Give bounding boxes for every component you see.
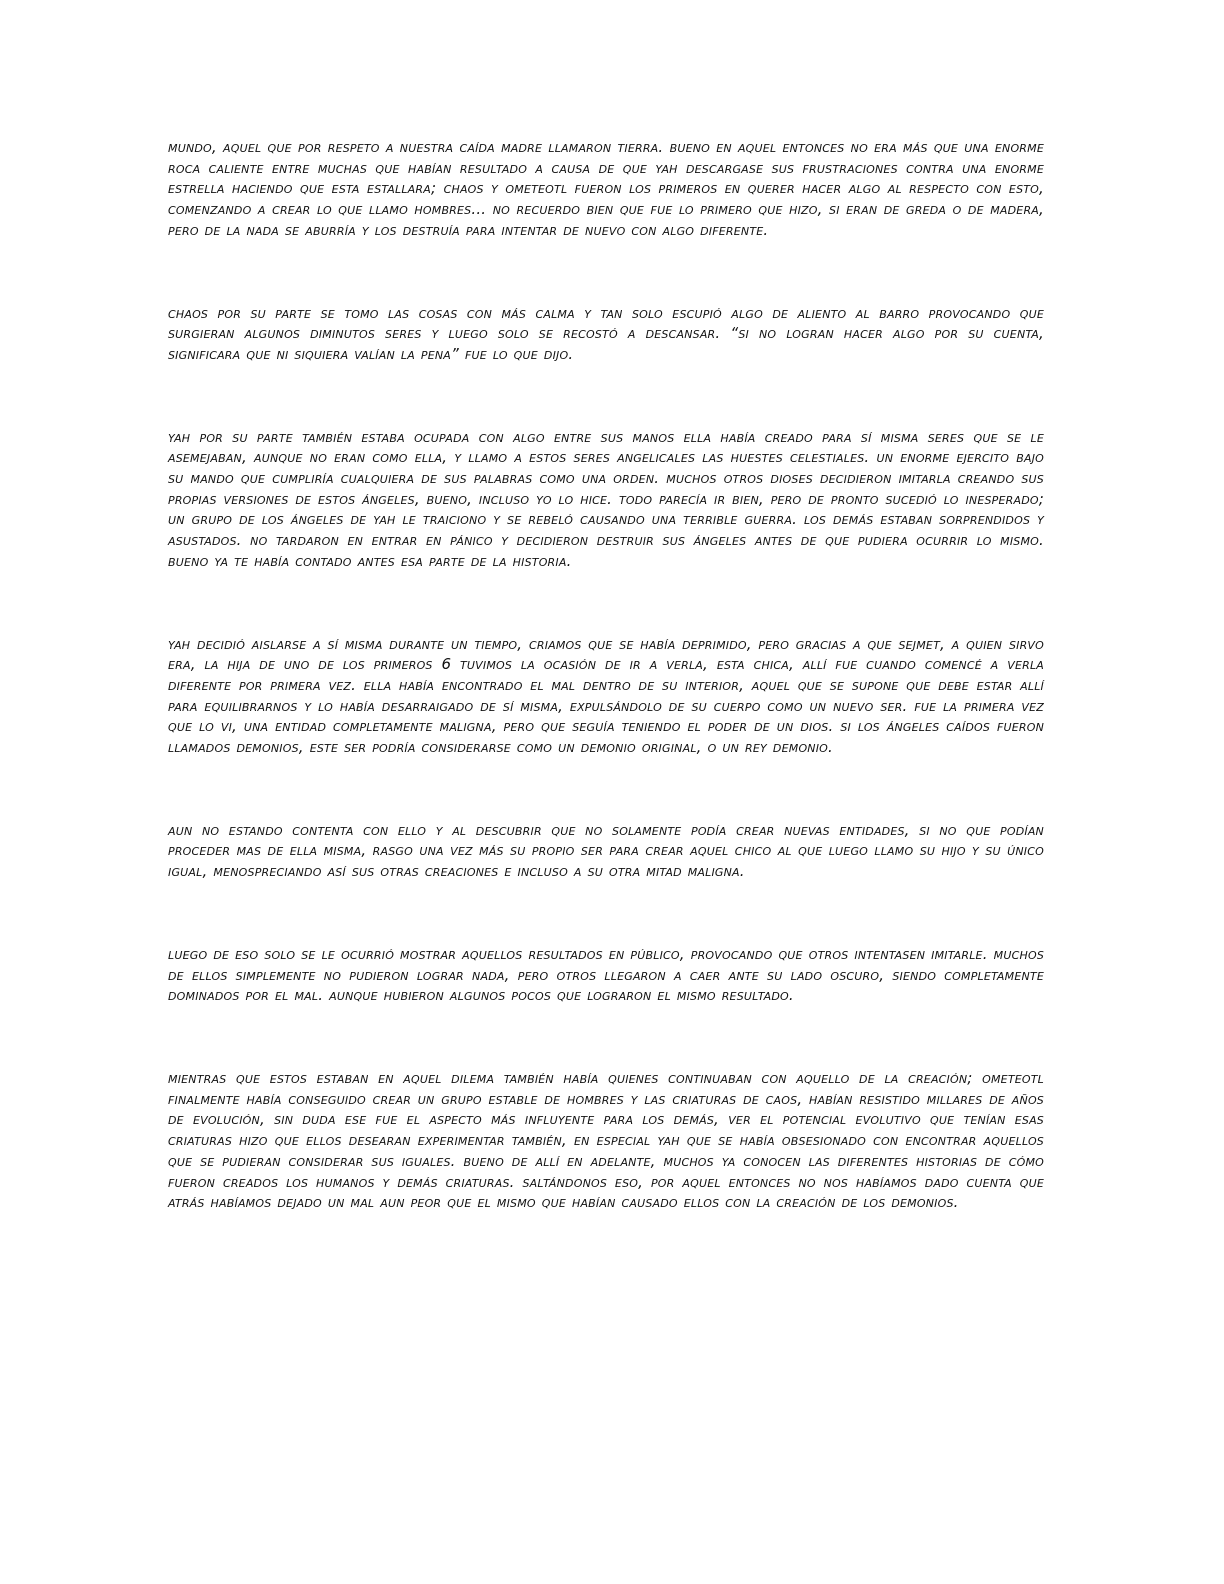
paragraph-2: chaos por su parte se tomo las cosas con más calma y tan solo escupió algo de aliento al barro provocando que surgieran algunos diminutos seres y luego solo se recostó a descansar. “si no logran hacer algo por su cuenta, significara que ni siquiera valían la pena” fue lo que dijo. bbox=[168, 303, 1044, 363]
paragraph-7: mientras que estos estaban en aquel dilema también había quienes continuaban con aquello de la creación; ometeotl finalmente había conseguido crear un grupo estable de hombres y las criaturas de caos, habían resistido millares de años de evolución, sin duda ese fue el aspecto más influyente para los demás, ver el potencial evolutivo que tenían esas criaturas hizo que ellos desearan experimentar también, en especial yah que se había obsesionado con encontrar aquellos que se pudieran considerar sus iguales. bueno de allí en adelante, muchos ya conocen las diferentes historias de cómo fueron creados los humanos y demás criaturas. saltándonos eso, por aquel entonces no nos habíamos dado cuenta que atrás habíamos dejado un mal aun peor que el mismo que habían causado ellos con la creación de los demonios. bbox=[168, 1068, 1044, 1212]
text-column bbox=[168, 137, 1044, 1213]
paragraph-6: luego de eso solo se le ocurrió mostrar aquellos resultados en público, provocando que otros intentasen imitarle. muchos de ellos simplemente no pudieron lograr nada, pero otros llegaron a caer ante su lado oscuro, siendo completamente dominados por el mal. aunque hubieron algunos pocos que lograron el mismo resultado. bbox=[168, 944, 1044, 1005]
paragraph-3: yah por su parte también estaba ocupada con algo entre sus manos ella había creado para sí misma seres que se le asemejaban, aunque no eran como ella, y llamo a estos seres angelicales las huestes celestiales. un enorme ejercito bajo su mando que cumpliría cualquiera de sus palabras como una orden. muchos otros dioses decidieron imitarla creando sus propias versiones de estos ángeles, bueno, incluso yo lo hice. todo parecía ir bien, pero de pronto sucedió lo inesperado; un grupo de los ángeles de yah le traiciono y se rebeló causando una terrible guerra. los demás estaban sorprendidos y asustados. no tardaron en entrar en pánico y decidieron destruir sus ángeles antes de que pudiera ocurrir lo mismo. bueno ya te había contado antes esa parte de la historia. bbox=[168, 427, 1044, 570]
paragraph-1: mundo, aquel que por respeto a nuestra caída madre llamaron tierra. bueno en aquel entonces no era más que una enorme roca caliente entre muchas que habían resultado a causa de que yah descargase sus frustraciones contra una enorme estrella haciendo que esta estallara; chaos y ometeotl fueron los primeros en querer hacer algo al respecto con esto, comenzando a crear lo que llamo hombres... no recuerdo bien que fue lo primero que hizo, si eran de greda o de madera, pero de la nada se aburría y los destruía para intentar de nuevo con algo diferente. bbox=[168, 138, 1044, 239]
paragraph-4: yah decidió aislarse a sí misma durante un tiempo, criamos que se había deprimido, pero gracias a que sejmet, a quien sirvo era, la hija de uno de los primeros 6 tuvimos la ocasión de ir a verla, esta chica, allí fue cuando comencé a verla diferente por primera vez. ella había encontrado el mal dentro de su interior, aquel que se supone que debe estar allí para equilibrarnos y lo había desarraigado de sí misma, expulsándolo de su cuerpo como un nuevo ser. fue la primera vez que lo vi, una entidad completamente maligna, pero que seguía teniendo el poder de un dios. si los ángeles caídos fueron llamados demonios, este ser podría considerarse como un demonio original, o un rey demonio. bbox=[168, 634, 1044, 757]
paragraph-5: aun no estando contenta con ello y al descubrir que no solamente podía crear nuevas entidades, si no que podían proceder mas de ella misma, rasgo una vez más su propio ser para crear aquel chico al que luego llamo su hijo y su único igual, menospreciando así sus otras creaciones e incluso a su otra mitad maligna. bbox=[168, 820, 1044, 881]
